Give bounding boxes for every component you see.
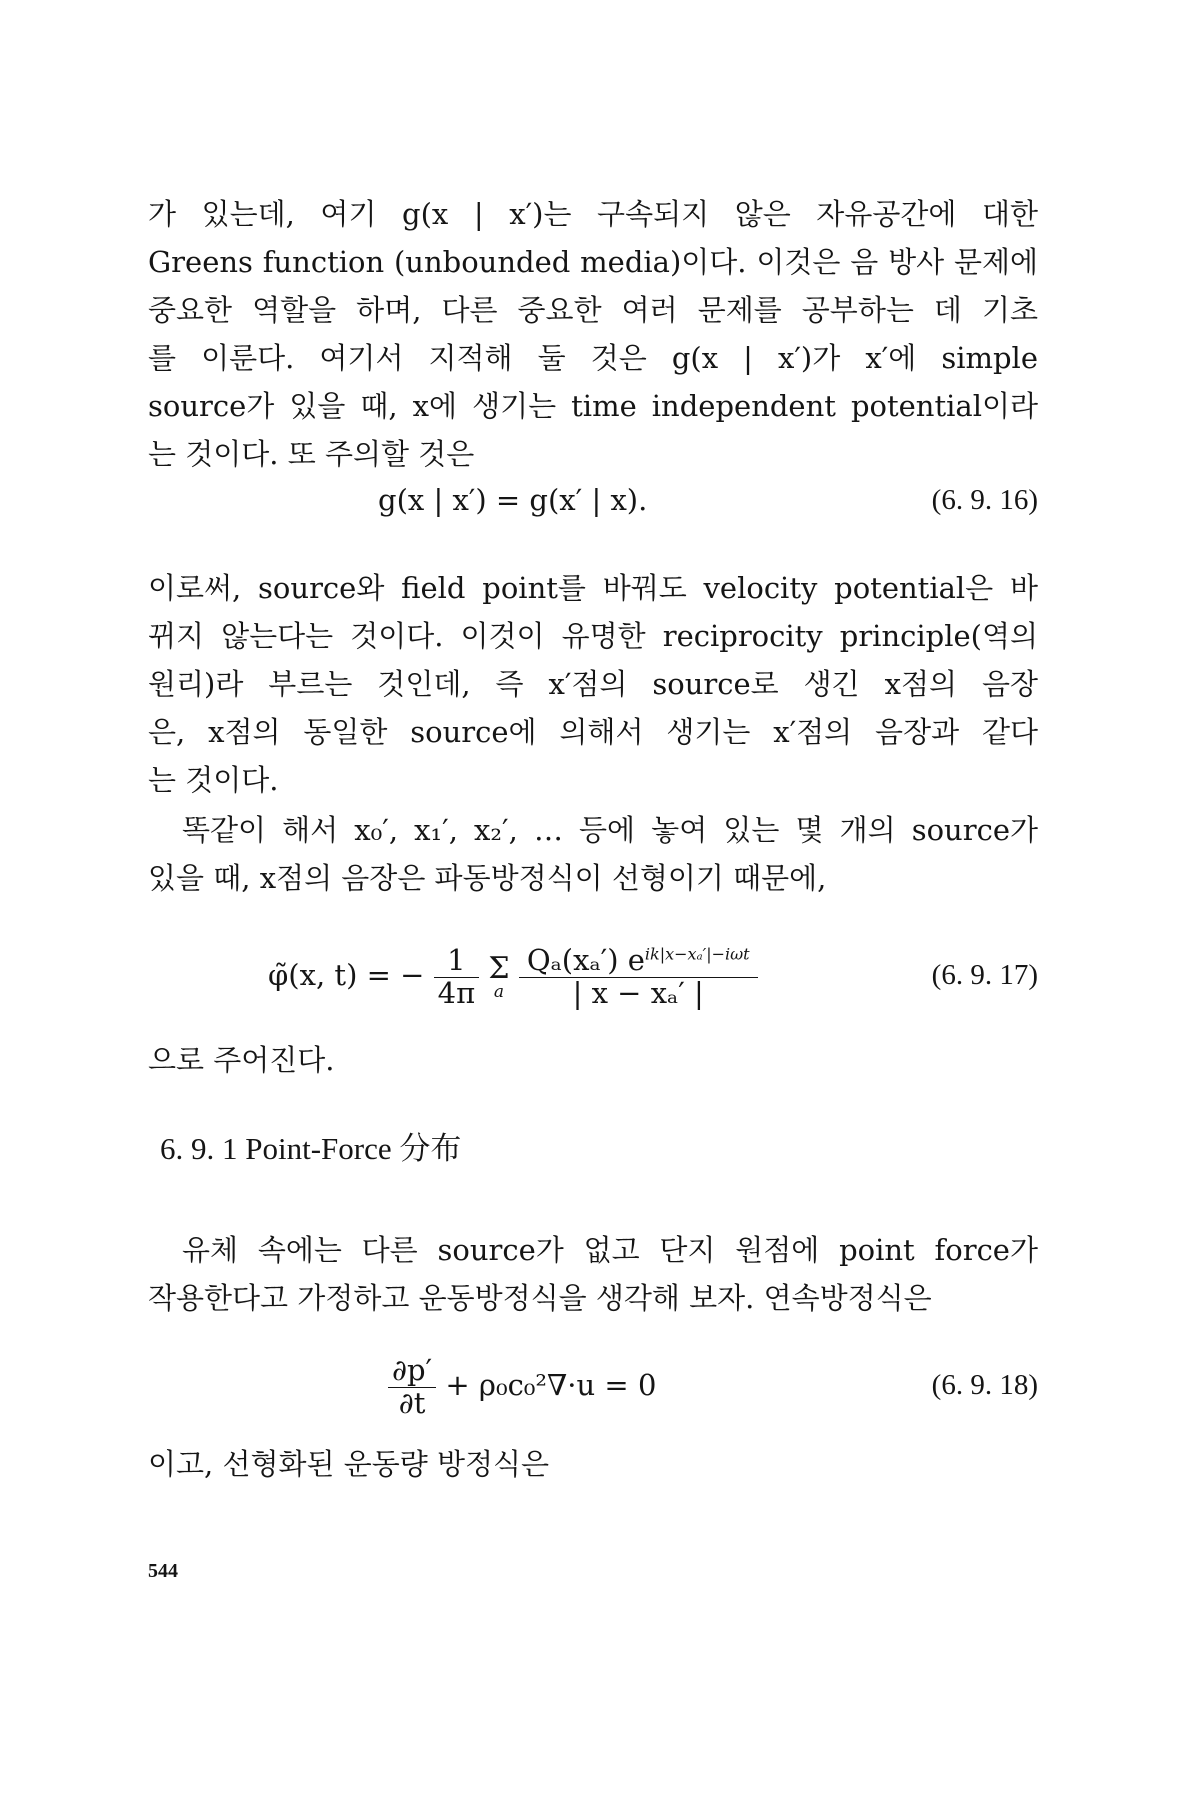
paragraph-multiple-sources [148, 806, 1038, 902]
summation [488, 950, 510, 1002]
equation-6-9-16 [148, 470, 1038, 530]
text-line: 뀌지 않는다는 것이다. 이것이 유명한 reciprocity principle(역의 [148, 619, 1038, 653]
coefficient-fraction [434, 942, 480, 1010]
page-number: 544 [148, 1560, 178, 1582]
text-line: 를 이룬다. 여기서 지적해 둘 것은 g(x | x′)가 x′에 simple [148, 341, 1038, 375]
paragraph-given-by [148, 1036, 1038, 1084]
paragraph-momentum [148, 1440, 1038, 1488]
main-numerator [519, 942, 758, 978]
equation-6-9-18 [148, 1345, 1038, 1425]
main-fraction [519, 942, 758, 1010]
text-line: 원리)라 부르는 것인데, 즉 x′점의 source로 생긴 x점의 음장 [148, 667, 1038, 701]
text-line: 가 있는데, 여기 g(x | x′)는 구속되지 않은 자유공간에 대한 [148, 197, 1038, 231]
text-line: 은, x점의 동일한 source에 의해서 생기는 x′점의 음장과 같다 [148, 715, 1038, 749]
paragraph-reciprocity [148, 564, 1038, 804]
derivative-fraction [388, 1352, 436, 1420]
equation-number: (6. 9. 17) [931, 959, 1038, 991]
text-line: 있을 때, x점의 음장은 파동방정식이 선형이기 때문에, [148, 861, 827, 895]
equation-expression: g(x | x′) = g(x′ | x). [378, 483, 648, 517]
exponent-text: ik|x−xₐ′|−iωt [644, 943, 750, 963]
equation-lhs: φ̃(x, t) = − [268, 958, 425, 992]
text-line: 이고, 선형화된 운동량 방정식은 [148, 1447, 550, 1481]
paragraph-point-force [148, 1226, 1038, 1322]
text-line: 이로써, source와 field point를 바꿔도 velocity potential은 바 [148, 571, 1038, 605]
text-line: 유체 속에는 다른 source가 없고 단지 원점에 point force가 [182, 1233, 1038, 1267]
paragraph-greens-function [148, 190, 1038, 478]
equation-6-9-17 [148, 930, 1038, 1020]
summation-sign: Σ [488, 950, 510, 986]
text-line: 으로 주어진다. [148, 1043, 335, 1077]
text-line: source가 있을 때, x에 생기는 time independent potential이라 [148, 389, 1038, 423]
coefficient-numerator: 1 [434, 945, 480, 978]
derivative-numerator: ∂p′ [388, 1355, 436, 1388]
equation-body [268, 930, 758, 1020]
numerator-text: Qₐ(xₐ′) e [526, 942, 645, 977]
text-line: 똑같이 해서 x₀′, x₁′, x₂′, … 등에 놓여 있는 몇 개의 source가 [182, 813, 1038, 847]
text-line: Greens function (unbounded media)이다. 이것은 음 방사 문제에 [148, 245, 1038, 279]
summation-index: a [493, 981, 505, 1002]
equation-body [388, 1345, 656, 1425]
text-line: 중요한 역할을 하며, 다른 중요한 여러 문제를 공부하는 데 기초 [148, 293, 1038, 327]
equation-number: (6. 9. 18) [931, 1369, 1038, 1401]
text-line: 작용한다고 가정하고 운동방정식을 생각해 보자. 연속방정식은 [148, 1281, 932, 1315]
coefficient-denominator: 4π [437, 975, 476, 1010]
text-line: 는 것이다. [148, 763, 279, 797]
section-heading: 6. 9. 1 Point-Force 分布 [160, 1131, 462, 1166]
main-denominator: | x − xₐ′ | [572, 975, 704, 1010]
text-line: 는 것이다. 또 주의할 것은 [148, 437, 475, 471]
equation-number: (6. 9. 16) [931, 484, 1038, 516]
equation-rest: + ρ₀c₀²∇·u = 0 [445, 1368, 657, 1402]
derivative-denominator: ∂t [398, 1385, 426, 1420]
